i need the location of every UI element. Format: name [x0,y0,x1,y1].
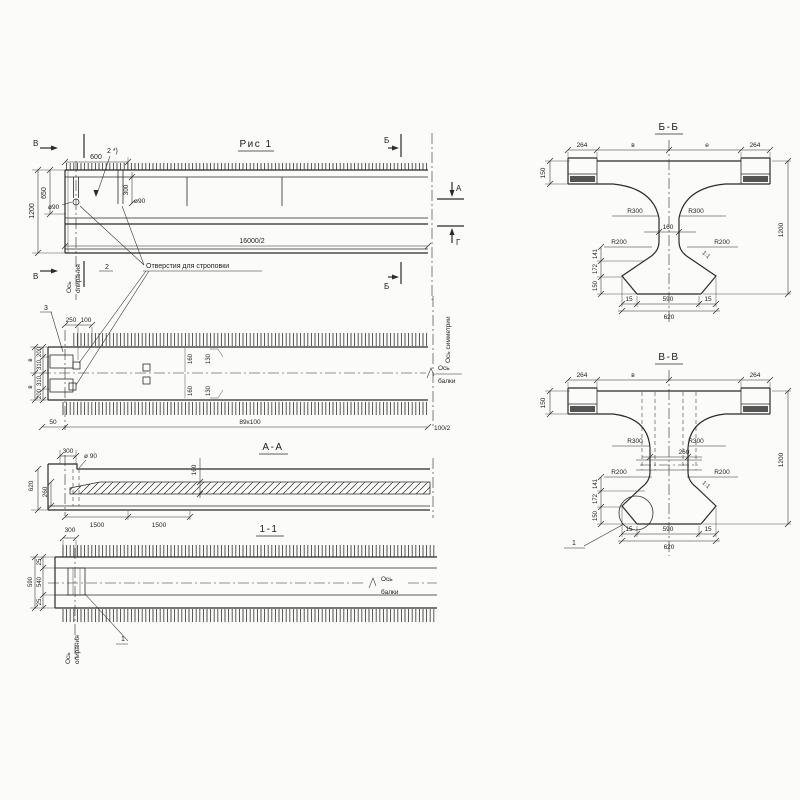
dim-200t-label: 200 [37,346,43,358]
marker-g: Г [456,238,461,247]
view-section-aa [28,442,433,529]
letter-v-top: в [28,358,34,362]
vv-label-1: 1 [572,540,576,547]
vv-dim-264r-label: 264 [749,372,761,379]
note-2-label: 2 *) [107,148,118,155]
dim-650-label: 650 [41,187,48,199]
s11-axis-bearing-word2: опирания [74,635,81,664]
s11-axis-bearing [65,635,81,664]
s11-axis-beam-word2: балки [381,589,399,596]
marker-v-bottom: В [33,272,39,281]
vv-r300l-label: R300 [627,438,643,445]
vv-slope-label: 1:1 [700,480,711,491]
fig1-dim-length [62,238,431,249]
fig1-dia90-left [48,202,72,211]
bb-profile [568,140,770,322]
bb-dim-15l-label: 15 [625,296,633,303]
vv-dim-590-label: 590 [662,526,674,533]
vv-dim-1200-label: 1200 [778,452,785,468]
s11-dim-25b-label: 25 [37,598,43,606]
view-section-11 [28,524,437,664]
plan-beam-outline [40,296,434,430]
plan-axis-labels [434,316,462,385]
label-3: 3 [44,305,48,312]
bb-r300r-label: R300 [688,208,704,215]
dim-250-label: 250 [65,317,77,324]
axis-symmetry-label: Ось симметрии [445,316,452,363]
bb-letter-v: в [631,142,635,149]
s11-label-1-text: 1 [121,636,125,643]
plan-left-chain [28,344,50,403]
aa-title: А-А [262,442,284,453]
dim-100-2-label: 100/2 [434,425,451,432]
dim-300-label: 300 [123,184,130,196]
bb-r200r-label: R200 [714,239,730,246]
vv-dim-15r-label: 15 [704,526,712,533]
aa-dim-1500a-label: 1500 [89,522,105,529]
dia90-left-label: ø90 [48,204,60,211]
aa-dim-1500b-label: 1500 [151,522,167,529]
vv-dim-141-label: 141 [593,478,599,490]
view-section-bb [540,122,791,322]
marker-v-top: В [33,139,39,148]
s11-left-dims [28,554,68,611]
vv-detail-circle [564,496,653,548]
axis-bearing-word2: опирания [75,264,82,293]
dim-310t-label: 310 [37,359,43,371]
dim-1200-label: 1200 [29,203,36,219]
bb-dim-172-label: 172 [593,263,599,275]
bb-r300l-label: R300 [627,208,643,215]
bb-dim-264l-label: 264 [576,142,588,149]
aa-dim-260-label: 260 [42,486,49,498]
plan-label-3 [40,305,63,352]
marker-a: А [456,184,462,193]
s11-outline [48,545,437,660]
s11-axis-beam [381,576,399,596]
fig1-beam-outline [65,133,432,300]
aa-outline [48,455,433,518]
vv-r200l-label: R200 [611,469,627,476]
s11-axis-beam-word1: Ось [381,576,393,583]
bb-dim-590-label: 590 [662,296,674,303]
vv-dim-620-label: 620 [663,544,675,551]
s11-dim-540-label: 540 [37,576,43,588]
dim-50-label: 50 [49,419,57,426]
vv-dim-150-label: 150 [540,397,547,409]
aa-dim-160-label: 160 [191,464,198,476]
vv-dim-172-label: 172 [593,493,599,505]
vv-dim-260-label: 260 [678,449,690,456]
axis-bearing-word1: Ось [66,281,73,293]
view-section-vv [540,352,791,556]
vv-r200r-label: R200 [714,469,730,476]
aa-dim-620-label: 620 [28,480,35,492]
dim-160b-label: 160 [188,385,194,397]
view-plan [28,296,462,432]
s11-title: 1-1 [259,524,279,535]
dim-130t-label: 130 [206,353,212,365]
vv-dims [540,388,791,551]
bb-slope-label: 1:1 [700,250,711,261]
vv-dim-150b-label: 150 [593,510,599,522]
dia90-top-label: ø90 [134,198,146,205]
bb-dim-150-label: 150 [540,167,547,179]
vv-title: В-В [658,352,680,363]
dim-600-label: 600 [90,154,102,161]
vv-r300r-label: R300 [688,438,704,445]
marker-b-bottom: Б [384,282,390,291]
dim-100-label: 100 [80,317,92,324]
dim-200b-label: 200 [37,388,43,400]
fig1-title: Рис 1 [239,139,273,150]
bb-dim-160-label: 160 [662,224,674,231]
plan-hole-dims [188,349,223,398]
bb-title: Б-Б [658,122,680,133]
fig1-axis-bearing [66,264,82,293]
s11-dim-590-label: 590 [28,576,34,588]
label-2: 2 [105,264,109,271]
dim-length-label: 16000/2 [239,238,265,245]
bb-dims [540,158,791,321]
vv-dim-15l-label: 15 [625,526,633,533]
aa-dim-300-label: 300 [62,448,74,455]
vv-letter-v: в [631,372,635,379]
bb-r200l-label: R200 [611,239,627,246]
bb-dim-1200-label: 1200 [778,222,785,238]
bb-dim-620-label: 620 [663,314,675,321]
dim-160t-label: 160 [188,353,194,365]
marker-b-top: Б [384,136,390,145]
plan-axis-beam-word1: Ось [438,365,450,372]
vv-dim-264l-label: 264 [576,372,588,379]
bb-dim-150b-label: 150 [593,280,599,292]
dim-spacing-label: 89х100 [239,419,261,426]
letter-v-bottom: в [28,385,34,389]
bb-dim-264r-label: 264 [749,142,761,149]
bb-dim-141-label: 141 [593,248,599,260]
s11-axis-bearing-word1: Ось [65,652,72,664]
holes-note-label: Отверстия для строповки [146,263,230,270]
aa-dia90-label: ø 90 [84,453,98,460]
plan-bottom-dims [39,419,451,432]
fig1-dim-1200 [29,167,65,256]
dim-130b-label: 130 [206,385,212,397]
plan-axis-beam-word2: балки [438,378,456,385]
fig1-hole-callouts [76,206,265,385]
bb-dim-15r-label: 15 [704,296,712,303]
dim-310b-label: 310 [37,375,43,387]
s11-dim-300-label: 300 [64,527,76,534]
bb-letter-e: е [705,142,709,149]
s11-dim-25t-label: 25 [37,558,43,566]
